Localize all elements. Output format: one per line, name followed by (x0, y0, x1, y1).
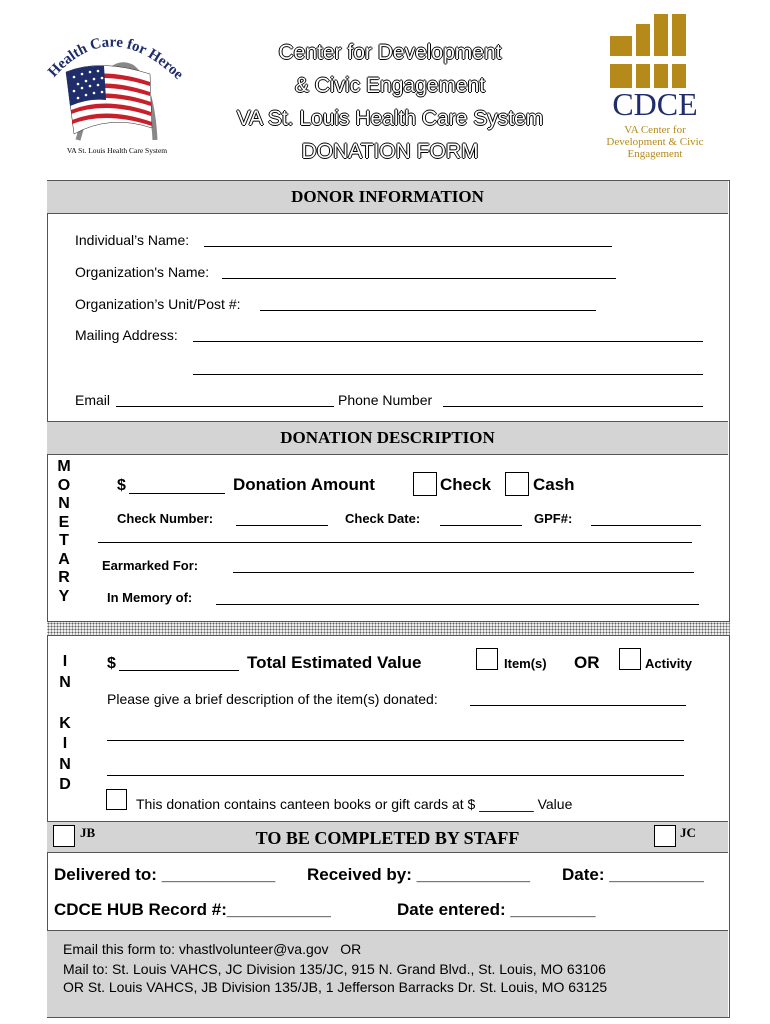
total-value-dollar-sign: $ (107, 655, 116, 672)
cash-label: Cash (533, 475, 575, 494)
received-by-field[interactable]: Received by: ____________ (307, 865, 531, 884)
title-line-4: DONATION FORM (301, 140, 479, 163)
total-value-label: Total Estimated Value (247, 653, 422, 672)
cash-checkbox[interactable] (505, 472, 529, 496)
left-logo-caption: VA St. Louis Health Care System (66, 146, 168, 155)
footer-mail-jb-line: OR St. Louis VAHCS, JB Division 135/JB, 1 Jefferson Barracks Dr. St. Louis, MO 63125 (63, 979, 608, 995)
donation-amount-field[interactable] (129, 493, 225, 494)
email-label: Email (75, 392, 111, 408)
brief-description-field-2[interactable] (107, 740, 684, 741)
hub-record-field[interactable]: CDCE HUB Record #:___________ (54, 900, 331, 919)
mailing-address-field-1[interactable] (193, 341, 703, 342)
cdce-logo-caption: VA Center for Development & Civic Engagement (606, 124, 704, 160)
monetary-vertical-label: M O N E T A R Y (57, 458, 71, 605)
earmarked-label: Earmarked For: (102, 558, 199, 573)
org-name-field[interactable] (222, 278, 616, 279)
mailing-address-label: Mailing Address: (75, 327, 178, 343)
brief-description-label: Please give a brief description of the item(s) donated: (107, 691, 438, 707)
monetary-divider-line (98, 542, 692, 543)
mailing-address-field-2[interactable] (193, 374, 703, 375)
svg-text:Health Care for Heroes: Health Care for Heroe (45, 34, 187, 83)
section-divider (47, 621, 730, 636)
health-care-for-heroes-logo (40, 22, 190, 162)
items-label: Item(s) (504, 656, 547, 671)
jc-checkbox[interactable] (654, 825, 676, 847)
footer-mail-jc-line: Mail to: St. Louis VAHCS, JC Division 135/JC, 915 N. Grand Blvd., St. Louis, MO 63106 (63, 961, 606, 977)
cdce-logo-name: CDCE (612, 86, 698, 122)
donor-info-heading: DONOR INFORMATION (47, 180, 728, 214)
email-field[interactable] (116, 406, 334, 407)
check-number-field[interactable] (236, 525, 328, 526)
canteen-label: This donation contains canteen books or gift cards at $ _______ Value (136, 796, 573, 812)
phone-field[interactable] (443, 406, 703, 407)
staff-heading-text: TO BE COMPLETED BY STAFF (255, 828, 520, 848)
org-unit-label: Organization’s Unit/Post #: (75, 296, 241, 312)
date-entered-field[interactable]: Date entered: _________ (397, 900, 596, 919)
delivered-to-field[interactable]: Delivered to: ____________ (54, 865, 276, 884)
donation-amount-label: Donation Amount (233, 475, 375, 494)
gpf-field[interactable] (591, 525, 701, 526)
jc-label: JC (680, 825, 696, 840)
donation-dollar-sign: $ (117, 477, 126, 494)
check-date-field[interactable] (440, 525, 522, 526)
in-kind-vertical-label: I N K I N D (59, 653, 71, 793)
check-date-label: Check Date: (345, 511, 421, 526)
donation-description-heading: DONATION DESCRIPTION (47, 421, 728, 455)
individual-name-field[interactable] (204, 246, 612, 247)
title-line-2: & Civic Engagement (294, 74, 486, 97)
gpf-label: GPF#: (534, 511, 573, 526)
cdce-logo (600, 14, 710, 164)
in-memory-label: In Memory of: (107, 590, 193, 605)
in-memory-field[interactable] (216, 604, 699, 605)
org-unit-field[interactable] (260, 310, 596, 311)
check-checkbox[interactable] (413, 472, 437, 496)
total-value-field[interactable] (119, 670, 239, 671)
check-label: Check (440, 475, 492, 494)
canteen-checkbox[interactable] (106, 789, 127, 810)
activity-checkbox[interactable] (619, 648, 641, 670)
cdce-bars-icon (600, 14, 710, 94)
org-name-label: Organization's Name: (75, 264, 210, 280)
activity-label: Activity (645, 656, 692, 671)
or-label: OR (574, 653, 600, 672)
footer-instructions (47, 930, 728, 1017)
title-line-1: Center for Development (278, 41, 502, 64)
items-checkbox[interactable] (476, 648, 498, 670)
earmarked-field[interactable] (233, 572, 694, 573)
page-title (195, 36, 585, 168)
footer-email-line: Email this form to: vhastlvolunteer@va.gov OR (63, 941, 362, 957)
staff-section-heading (47, 821, 728, 853)
check-number-label: Check Number: (117, 511, 214, 526)
phone-label: Phone Number (338, 392, 433, 408)
individual-name-label: Individual’s Name: (75, 232, 190, 248)
brief-description-field-3[interactable] (107, 775, 684, 776)
jb-label: JB (80, 825, 96, 840)
flag-arch-icon (40, 22, 190, 162)
brief-description-field-1[interactable] (470, 705, 686, 706)
staff-date-field[interactable]: Date: __________ (562, 865, 704, 884)
title-line-3: VA St. Louis Health Care System (236, 107, 544, 130)
